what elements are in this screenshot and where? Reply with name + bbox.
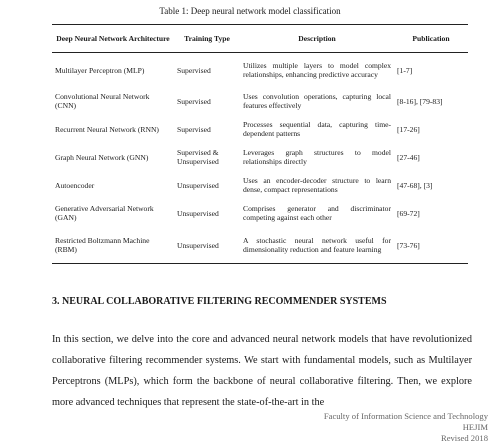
cell-publication: [27-46]: [397, 152, 420, 162]
cell-publication: [47-68], [3]: [397, 180, 433, 190]
cell-training-type: Unsupervised: [174, 227, 240, 264]
cell-training-type: Supervised: [177, 124, 211, 134]
header-publication: Publication: [394, 25, 468, 53]
cell-training-type: Supervised: [177, 96, 211, 106]
table-row: [52, 143, 468, 171]
table-caption: Table 1: Deep neural network model classification: [159, 6, 341, 16]
cell-training-type: Unsupervised: [177, 208, 219, 218]
footer-revision: Revised 2018: [440, 433, 488, 443]
table-row: [52, 171, 468, 199]
table-header-row: [52, 25, 468, 53]
cell-description: Utilizes multiple layers to model complex relationships, enhancing predictive accuracy: [243, 61, 391, 79]
table-row: [52, 199, 468, 227]
footer-faculty: Faculty of Information Science and Technology: [323, 411, 488, 421]
cell-description: Processes sequential data, capturing time-dependent patterns: [243, 120, 391, 138]
model-classification-table: [52, 24, 468, 264]
cell-architecture: Autoencoder: [55, 180, 95, 190]
cell-publication: [8-16], [79-83]: [397, 96, 443, 106]
cell-training-type: Supervised & Unsupervised: [177, 148, 219, 166]
header-training-type: Training Type: [174, 25, 240, 53]
cell-architecture: Multilayer Perceptron (MLP): [55, 65, 145, 75]
cell-architecture: Recurrent Neural Network (RNN): [55, 124, 159, 134]
cell-publication: [69-72]: [397, 208, 420, 218]
page-footer: [324, 411, 488, 444]
cell-architecture: Generative Adversarial Network (GAN): [55, 204, 154, 222]
cell-description: Uses an encoder-decoder structure to learn dense, compact representations: [243, 176, 391, 194]
cell-publication: [17-26]: [397, 124, 420, 134]
table-row: [52, 227, 468, 264]
table-row: [52, 115, 468, 143]
footer-journal: HEJIM: [462, 422, 488, 432]
section-heading: 3. NEURAL COLLABORATIVE FILTERING RECOMMENDER SYSTEMS: [52, 296, 387, 307]
cell-publication: [1-7]: [397, 65, 413, 75]
cell-publication: [73-76]: [394, 227, 468, 264]
cell-architecture: Convolutional Neural Network (CNN): [55, 92, 150, 110]
cell-architecture: Graph Neural Network (GNN): [55, 152, 149, 162]
header-description: Description: [240, 25, 394, 53]
cell-description: Leverages graph structures to model relationships directly: [243, 148, 391, 166]
table-row: [52, 87, 468, 115]
header-architecture: Deep Neural Network Architecture: [52, 25, 174, 53]
cell-description: Uses convolution operations, capturing local features effectively: [243, 92, 391, 110]
cell-training-type: Unsupervised: [177, 180, 219, 190]
table-row: [52, 53, 468, 88]
cell-description: A stochastic neural network useful for dimensionality reduction and feature learning: [240, 227, 394, 264]
cell-architecture: Restricted Boltzmann Machine (RBM): [52, 227, 174, 264]
body-paragraph: In this section, we delve into the core and advanced neural network models that have revolutionized collaborative filtering recommender systems. We start with fundamental models, such as Multilayer Perceptrons (MLPs), which form the backbone of neural collaborative filtering. Then, we explore more advanced techniques that represent the state-of-the-art in the: [52, 334, 472, 408]
cell-training-type: Supervised: [177, 65, 211, 75]
cell-description: Comprises generator and discriminator competing against each other: [243, 204, 391, 222]
